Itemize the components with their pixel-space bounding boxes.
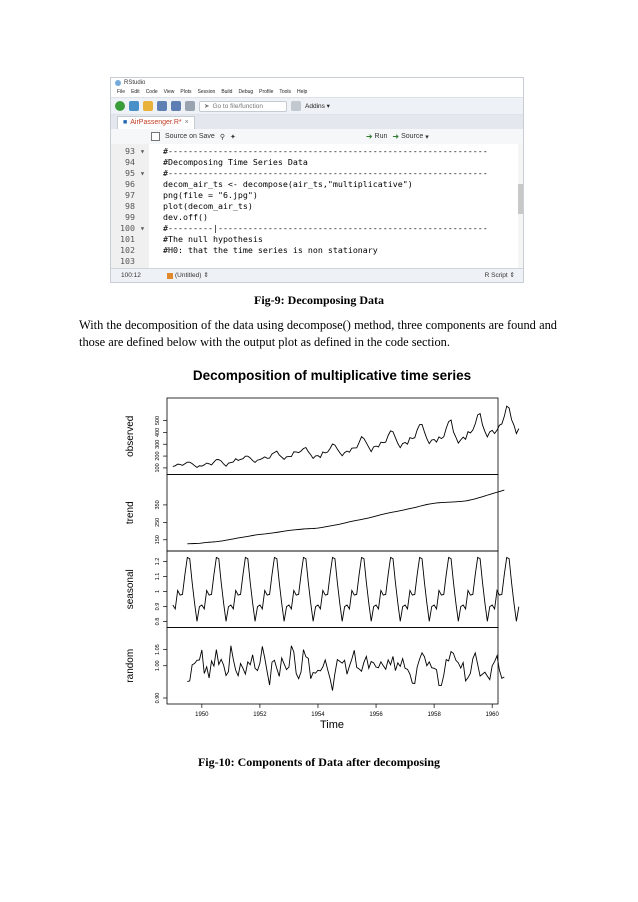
rstudio-titlebar <box>111 78 523 88</box>
cursor-position: 100:12 <box>121 272 141 279</box>
editor-statusbar <box>111 268 523 283</box>
y-axis-label-observed: observed <box>125 415 136 457</box>
rstudio-logo-icon <box>115 80 121 86</box>
y-tick-label-seasonal: 0.8 <box>155 617 161 626</box>
search-icon[interactable]: ⚲ <box>219 133 225 141</box>
main-toolbar <box>111 97 523 115</box>
line-number: 101 <box>120 234 145 244</box>
menu-file[interactable]: File <box>117 89 126 95</box>
y-tick-label-seasonal: 1.1 <box>155 572 161 581</box>
y-tick-label-trend: 350 <box>155 500 161 510</box>
r-file-icon: ■ <box>123 119 128 126</box>
y-tick-label-seasonal: 1 <box>155 589 161 594</box>
code-line[interactable] <box>111 234 516 245</box>
app-title: RStudio <box>124 80 146 86</box>
menu-plots[interactable]: Plots <box>180 89 192 95</box>
editor-tabbar <box>111 115 523 129</box>
x-tick-label: 1960 <box>485 712 499 718</box>
code-line[interactable] <box>111 201 516 212</box>
menu-build[interactable]: Build <box>221 89 233 95</box>
line-number: 103 <box>120 256 145 266</box>
source-label: Source <box>401 133 424 140</box>
editor-toolbar <box>111 129 523 145</box>
line-number: 95 ▾ <box>125 168 145 178</box>
y-axis-label-trend: trend <box>125 501 136 525</box>
addins-label: Addins <box>305 103 325 110</box>
y-tick-label-random: 1.00 <box>155 660 161 672</box>
goto-arrow-icon: ➤ <box>204 102 210 110</box>
pane-layout-icon[interactable] <box>291 101 301 111</box>
code-editor[interactable] <box>111 144 523 268</box>
code-line[interactable] <box>111 190 516 201</box>
new-file-icon[interactable] <box>115 101 125 111</box>
tab-label: AirPassenger.R* <box>130 119 182 126</box>
file-type-label: R Script <box>484 272 508 279</box>
scope-icon <box>167 273 173 279</box>
y-tick-label-observed: 400 <box>155 427 161 437</box>
code-line[interactable] <box>111 179 516 190</box>
goto-file-input[interactable] <box>199 101 287 112</box>
fig10-caption: Fig-10: Components of Data after decomposing <box>197 755 441 769</box>
print-icon[interactable] <box>185 101 195 111</box>
line-number: 94 <box>125 157 145 167</box>
line-number: 100 ▾ <box>120 223 145 233</box>
y-tick-label-trend: 150 <box>155 535 161 545</box>
scope-label: (Untitled) <box>175 272 202 279</box>
code-text: plot(decom_air_ts) <box>163 201 253 211</box>
file-type-selector[interactable]: R Script ⇕ <box>484 272 515 279</box>
code-text: #---------------------------------------------------------------- <box>163 168 488 178</box>
code-line[interactable] <box>111 146 516 157</box>
menu-debug[interactable]: Debug <box>238 89 254 95</box>
run-arrow-icon: ➜ <box>365 132 373 141</box>
tab-airpassenger[interactable] <box>117 116 195 129</box>
code-line[interactable] <box>111 212 516 223</box>
y-axis-label-random: random <box>125 648 136 683</box>
decomposition-chart <box>110 360 530 740</box>
y-tick-label-seasonal: 0.9 <box>155 602 161 611</box>
code-line[interactable] <box>111 256 516 267</box>
x-axis-label: Time <box>319 719 345 731</box>
menu-session[interactable]: Session <box>197 89 216 95</box>
y-tick-label-observed: 300 <box>155 439 161 449</box>
menu-edit[interactable]: Edit <box>131 89 140 95</box>
y-tick-label-observed: 500 <box>155 415 161 426</box>
panel-frame-random <box>167 628 498 705</box>
menu-help[interactable]: Help <box>297 89 308 95</box>
menu-bar <box>111 88 523 97</box>
source-button[interactable]: ➜ Source ▾ <box>392 132 429 141</box>
line-number: 102 <box>120 245 145 255</box>
code-text: dev.off() <box>163 212 208 222</box>
code-text: png(file = "6.jpg") <box>163 190 258 200</box>
menu-view[interactable]: View <box>163 89 175 95</box>
source-on-save-checkbox[interactable] <box>151 132 160 141</box>
x-tick-label: 1952 <box>253 712 267 718</box>
code-text: #The null hypothesis <box>163 234 263 244</box>
save-all-icon[interactable] <box>171 101 181 111</box>
scrollbar-thumb[interactable] <box>518 184 523 214</box>
x-tick-label: 1950 <box>195 712 209 718</box>
x-tick-label: 1958 <box>427 712 441 718</box>
goto-placeholder: Go to file/function <box>212 102 264 110</box>
fig9-caption: Fig-9: Decomposing Data <box>254 293 384 307</box>
series-line-random <box>187 646 504 691</box>
menu-code[interactable]: Code <box>145 89 158 95</box>
open-folder-icon[interactable] <box>143 101 153 111</box>
new-project-icon[interactable] <box>129 101 139 111</box>
scope-selector[interactable]: (Untitled) ⇕ <box>167 269 209 283</box>
chart-title: Decomposition of multiplicative time series <box>192 368 472 383</box>
y-tick-label-observed: 100 <box>155 463 161 473</box>
source-arrow-icon: ➜ <box>392 132 400 141</box>
chart-panels <box>125 398 519 718</box>
y-tick-label-random: 1.05 <box>155 644 161 655</box>
close-tab-icon[interactable]: × <box>184 119 189 126</box>
menu-tools[interactable]: Tools <box>279 89 292 95</box>
code-text: #---------------------------------------------------------------- <box>163 146 488 156</box>
line-number: 99 <box>125 212 145 222</box>
x-tick-label: 1954 <box>311 712 325 718</box>
code-text: #Decomposing Time Series Data <box>163 157 308 167</box>
y-tick-label-observed: 200 <box>155 451 161 461</box>
y-tick-label-random: 0.90 <box>155 692 161 704</box>
y-tick-label-seasonal: 1.2 <box>155 557 161 566</box>
editor-scrollbar[interactable] <box>518 144 523 268</box>
y-tick-label-trend: 250 <box>155 517 161 527</box>
series-line-observed <box>173 406 519 467</box>
line-number: 93 ▾ <box>125 146 145 156</box>
line-number: 96 <box>125 179 145 189</box>
save-icon[interactable] <box>157 101 167 111</box>
code-text: #---------|------------------------------------------------------ <box>163 223 488 233</box>
magic-wand-icon[interactable]: ✦ <box>229 133 236 141</box>
source-on-save-label: Source on Save <box>165 133 215 140</box>
run-button[interactable] <box>366 132 388 141</box>
x-tick-label: 1956 <box>369 712 383 718</box>
run-label: Run <box>374 133 388 140</box>
code-line[interactable] <box>111 245 516 256</box>
body-paragraph: With the decomposition of the data using decompose() method, three components are found and those are defined below with the output plot as defined in the code section. <box>79 318 557 349</box>
code-line[interactable] <box>111 223 516 234</box>
series-line-seasonal <box>173 557 519 621</box>
line-number: 98 <box>125 201 145 211</box>
code-line[interactable] <box>111 157 516 168</box>
code-text: decom_air_ts <- decompose(air_ts,"multiplicative") <box>163 179 413 189</box>
series-line-trend <box>187 490 504 544</box>
rstudio-screenshot <box>110 77 524 283</box>
menu-profile[interactable]: Profile <box>259 89 274 95</box>
addins-menu[interactable]: Addins ▾ <box>305 103 330 110</box>
line-number: 97 <box>125 190 145 200</box>
panel-frame-observed <box>167 398 498 475</box>
panel-frame-trend <box>167 475 498 552</box>
code-text: #H0: that the time series is non stationary <box>163 245 378 255</box>
y-axis-label-seasonal: seasonal <box>125 569 136 610</box>
code-line[interactable] <box>111 168 516 179</box>
